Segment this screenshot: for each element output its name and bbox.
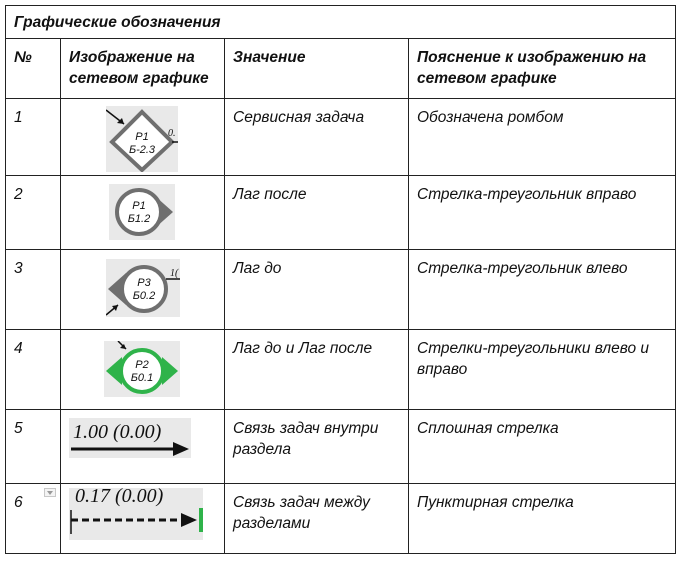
table-row xyxy=(6,99,676,176)
image-cell xyxy=(61,176,225,250)
table-row xyxy=(6,410,676,484)
row-explanation: Сплошная стрелка xyxy=(409,410,676,484)
edge-label: 0.17 (0.00) xyxy=(75,488,164,507)
table-row xyxy=(6,330,676,410)
image-cell xyxy=(61,99,225,176)
node-label-1: P1 xyxy=(135,131,149,143)
edge-value: 0. xyxy=(168,128,176,139)
image-cell xyxy=(61,330,225,410)
image-cell xyxy=(61,484,225,554)
row-explanation: Стрелка-треугольник влево xyxy=(409,250,676,330)
row-meaning: Лаг до xyxy=(225,250,409,330)
row-meaning: Связь задач внутри раздела xyxy=(225,410,409,484)
edge-value: 1( xyxy=(170,268,179,279)
node-label-2: Б-2.3 xyxy=(128,144,156,156)
node-label-2: Б1.2 xyxy=(127,213,151,225)
node-label-1: P2 xyxy=(135,359,149,371)
image-cell xyxy=(61,250,225,330)
lag-after-node-icon xyxy=(109,184,175,240)
row-meaning: Связь задач между разделами xyxy=(225,484,409,554)
row-meaning: Лаг после xyxy=(225,176,409,250)
row-explanation: Стрелка-треугольник вправо xyxy=(409,176,676,250)
header-meaning: Значение xyxy=(225,39,409,99)
row-meaning: Сервисная задача xyxy=(225,99,409,176)
node-label-1: P1 xyxy=(132,200,146,212)
dropdown-handle-icon[interactable] xyxy=(44,488,56,497)
row-number: 2 xyxy=(6,176,61,250)
row-explanation: Пунктирная стрелка xyxy=(409,484,676,554)
lag-both-node-icon xyxy=(104,341,180,397)
solid-arrow-icon xyxy=(69,418,191,458)
row-meaning: Лаг до и Лаг после xyxy=(225,330,409,410)
row-number xyxy=(6,484,61,554)
row-number: 3 xyxy=(6,250,61,330)
node-label-2: Б0.2 xyxy=(132,290,156,302)
row-number: 5 xyxy=(6,410,61,484)
header-number: № xyxy=(6,39,61,99)
table-row xyxy=(6,176,676,250)
row-number: 4 xyxy=(6,330,61,410)
legend-table xyxy=(5,5,676,554)
dashed-arrow-icon xyxy=(69,488,203,540)
table-title: Графические обозначения xyxy=(6,6,676,39)
lag-before-node-icon xyxy=(106,259,180,317)
edge-label: 1.00 (0.00) xyxy=(73,421,162,443)
row-explanation: Стрелки-треугольники влево и вправо xyxy=(409,330,676,410)
node-label-1: P3 xyxy=(137,277,151,289)
header-explanation: Пояснение к изображению на сетевом графике xyxy=(409,39,676,99)
image-cell xyxy=(61,410,225,484)
table-row xyxy=(6,484,676,554)
table-row xyxy=(6,250,676,330)
row-number-text: 6 xyxy=(14,494,23,511)
header-image: Изображение на сетевом графике xyxy=(61,39,225,99)
row-explanation: Обозначена ромбом xyxy=(409,99,676,176)
row-number: 1 xyxy=(6,99,61,176)
node-label-2: Б0.1 xyxy=(130,372,154,384)
service-task-diamond-icon xyxy=(106,106,178,172)
